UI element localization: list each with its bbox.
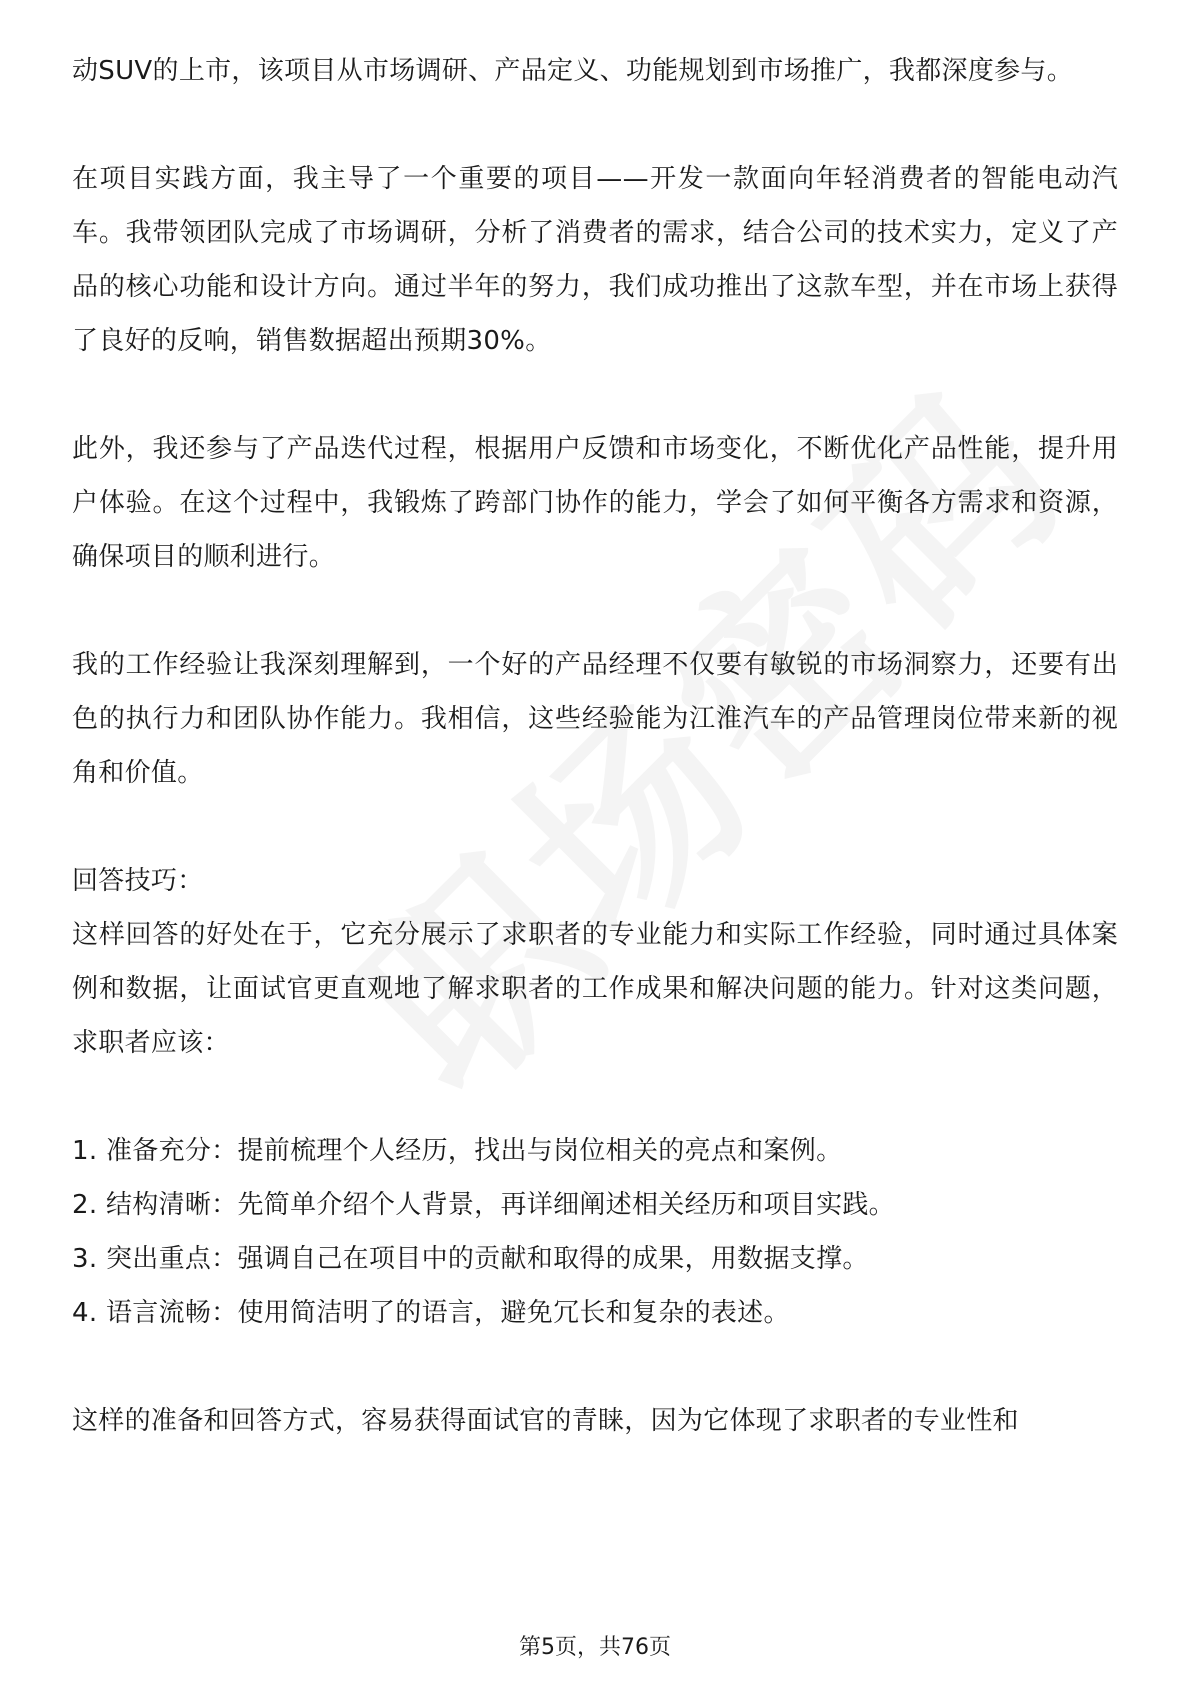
tip-item-2: 2. 结构清晰：先简单介绍个人背景，再详细阐述相关经历和项目实践。 (72, 1190, 895, 1220)
document-body (72, 44, 1118, 1448)
tips-heading: 回答技巧： (72, 866, 204, 896)
tip-item-1: 1. 准备充分：提前梳理个人经历，找出与岗位相关的亮点和案例。 (72, 1136, 843, 1166)
paragraph-6: 这样的准备和回答方式，容易获得面试官的青睐，因为它体现了求职者的专业性和 (72, 1406, 1019, 1436)
paragraph-5: 这样回答的好处在于，它充分展示了求职者的专业能力和实际工作经验，同时通过具体案例和数据，让面试官更直观地了解求职者的工作成果和解决问题的能力。针对这类问题，求职者应该： (72, 920, 1118, 1058)
paragraph-1: 动SUV的上市，该项目从市场调研、产品定义、功能规划到市场推广，我都深度参与。 (72, 56, 1074, 86)
paragraph-4: 我的工作经验让我深刻理解到，一个好的产品经理不仅要有敏锐的市场洞察力，还要有出色的执行力和团队协作能力。我相信，这些经验能为江淮汽车的产品管理岗位带来新的视角和价值。 (72, 650, 1118, 788)
tip-item-3: 3. 突出重点：强调自己在项目中的贡献和取得的成果，用数据支撑。 (72, 1244, 869, 1274)
paragraph-3: 此外，我还参与了产品迭代过程，根据用户反馈和市场变化，不断优化产品性能，提升用户体验。在这个过程中，我锻炼了跨部门协作的能力，学会了如何平衡各方需求和资源，确保项目的顺利进行。 (72, 434, 1118, 572)
page-number: 第5页，共76页 (519, 1635, 671, 1660)
tip-item-4: 4. 语言流畅：使用简洁明了的语言，避免冗长和复杂的表述。 (72, 1298, 790, 1328)
paragraph-2: 在项目实践方面，我主导了一个重要的项目——开发一款面向年轻消费者的智能电动汽车。我带领团队完成了市场调研，分析了消费者的需求，结合公司的技术实力，定义了产品的核心功能和设计方向。通过半年的努力，我们成功推出了这款车型，并在市场上获得了良好的反响，销售数据超出预期30%。 (72, 164, 1118, 356)
